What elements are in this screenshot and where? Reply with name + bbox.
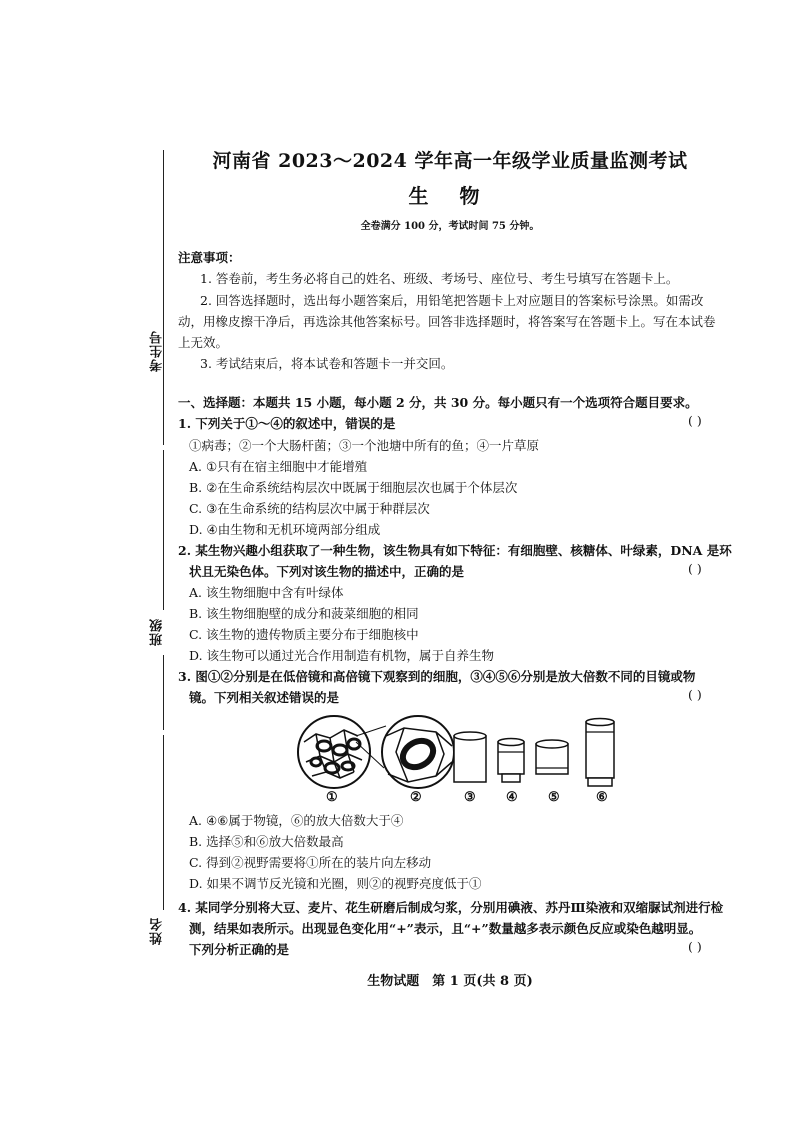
lens-6 [586, 719, 614, 787]
question-3-option-c: C. 得到②视野需要将①所在的装片向左移动 [189, 855, 432, 870]
question-2-option-d: D. 该生物可以通过光合作用制造有机物，属于自养生物 [189, 648, 495, 663]
lens-4 [498, 739, 524, 783]
binding-line-top [163, 150, 164, 445]
class-label: 班级 [150, 618, 165, 646]
notice-item: 动，用橡皮擦干净后，再选涂其他答案标号。回答非选择题时，将答案写在答题卡上。写在本试卷 [178, 314, 716, 329]
question-1-option-a: A. ①只有在宿主细胞中才能增殖 [189, 459, 368, 474]
question-1-option-b: B. ②在生命系统结构层次中既属于细胞层次也属于个体层次 [189, 480, 518, 495]
answer-paren: ( ) [688, 561, 702, 576]
notice-heading: 注意事项： [178, 250, 241, 265]
question-3-option-a: A. ④⑥属于物镜，⑥的放大倍数大于④ [189, 813, 404, 828]
notice-item: 2. 回答选择题时，选出每小题答案后，用铅笔把答题卡上对应题目的答案标号涂黑。如需改 [200, 293, 704, 308]
binding-line-lower [163, 655, 164, 730]
question-2-option-b: B. 该生物细胞壁的成分和菠菜细胞的相同 [189, 606, 419, 621]
question-2-option-a: A. 该生物细胞中含有叶绿体 [189, 585, 344, 600]
binding-line-bottom [163, 735, 164, 910]
subject-title: 生 物 [408, 184, 492, 208]
microscope-figure [296, 712, 626, 822]
exam-number-label: 考生号 [150, 330, 165, 372]
question-3-stem: 镜。下列相关叙述错误的是 [189, 690, 340, 705]
question-3-option-b: B. 选择⑤和⑥放大倍数最高 [189, 834, 344, 849]
question-4-stem: 测，结果如表所示。出现显色变化用“+”表示，且“+”数量越多表示颜色反应或染色越明显。 [189, 921, 702, 936]
figure-label-6: ⑥ [596, 790, 608, 805]
question-2-stem: 状且无染色体。下列对该生物的描述中，正确的是 [189, 564, 465, 579]
notice-item: 3. 考试结束后，将本试卷和答题卡一并交回。 [200, 356, 454, 371]
question-2-option-c: C. 该生物的遗传物质主要分布于细胞核中 [189, 627, 419, 642]
figure-label-5: ⑤ [548, 790, 560, 805]
low-power-field [298, 716, 370, 788]
exam-title: 河南省 2023～2024 学年高一年级学业质量监测考试 [212, 150, 688, 172]
question-4-stem: 4. 某同学分别将大豆、麦片、花生研磨后制成匀浆，分别用碘液、苏丹Ⅲ染液和双缩脲试剂进行检 [178, 900, 724, 915]
notice-item: 上无效。 [178, 335, 229, 350]
question-1-stem: 1. 下列关于①～④的叙述中，错误的是 [178, 416, 396, 431]
section-heading: 一、选择题：本题共 15 小题，每小题 2 分，共 30 分。每小题只有一个选项符合题目要求。 [178, 395, 698, 410]
answer-paren: ( ) [688, 413, 702, 428]
score-note: 全卷满分 100 分，考试时间 75 分钟。 [360, 221, 540, 232]
answer-paren: ( ) [688, 687, 702, 702]
figure-label-2: ② [410, 790, 422, 805]
answer-paren: ( ) [688, 939, 702, 954]
question-1-sub: ①病毒；②一个大肠杆菌；③一个池塘中所有的鱼；④一片草原 [189, 438, 540, 453]
binding-line-middle [163, 450, 164, 610]
question-3-option-d: D. 如果不调节反光镜和光圈，则②的视野亮度低于① [189, 876, 482, 891]
question-4-stem: 下列分析正确的是 [189, 942, 290, 957]
question-1-option-c: C. ③在生命系统的结构层次中属于种群层次 [189, 501, 430, 516]
lens-5 [536, 740, 568, 774]
figure-label-4: ④ [506, 790, 518, 805]
question-1-option-d: D. ④由生物和无机环境两部分组成 [189, 522, 381, 537]
page-footer: 生物试题 第 1 页(共 8 页) [367, 974, 533, 989]
high-power-field [382, 716, 454, 788]
notice-item: 1. 答卷前，考生务必将自己的姓名、班级、考场号、座位号、考生号填写在答题卡上。 [200, 271, 679, 286]
question-3-stem: 3. 图①②分别是在低倍镜和高倍镜下观察到的细胞，③④⑤⑥分别是放大倍数不同的目镜或物 [178, 669, 696, 684]
name-label: 姓名 [150, 917, 165, 945]
figure-label-3: ③ [464, 790, 476, 805]
lens-3 [454, 732, 486, 782]
figure-label-1: ① [326, 790, 338, 805]
question-2-stem: 2. 某生物兴趣小组获取了一种生物，该生物具有如下特征：有细胞壁、核糖体、叶绿素，DNA 是环 [178, 543, 732, 558]
